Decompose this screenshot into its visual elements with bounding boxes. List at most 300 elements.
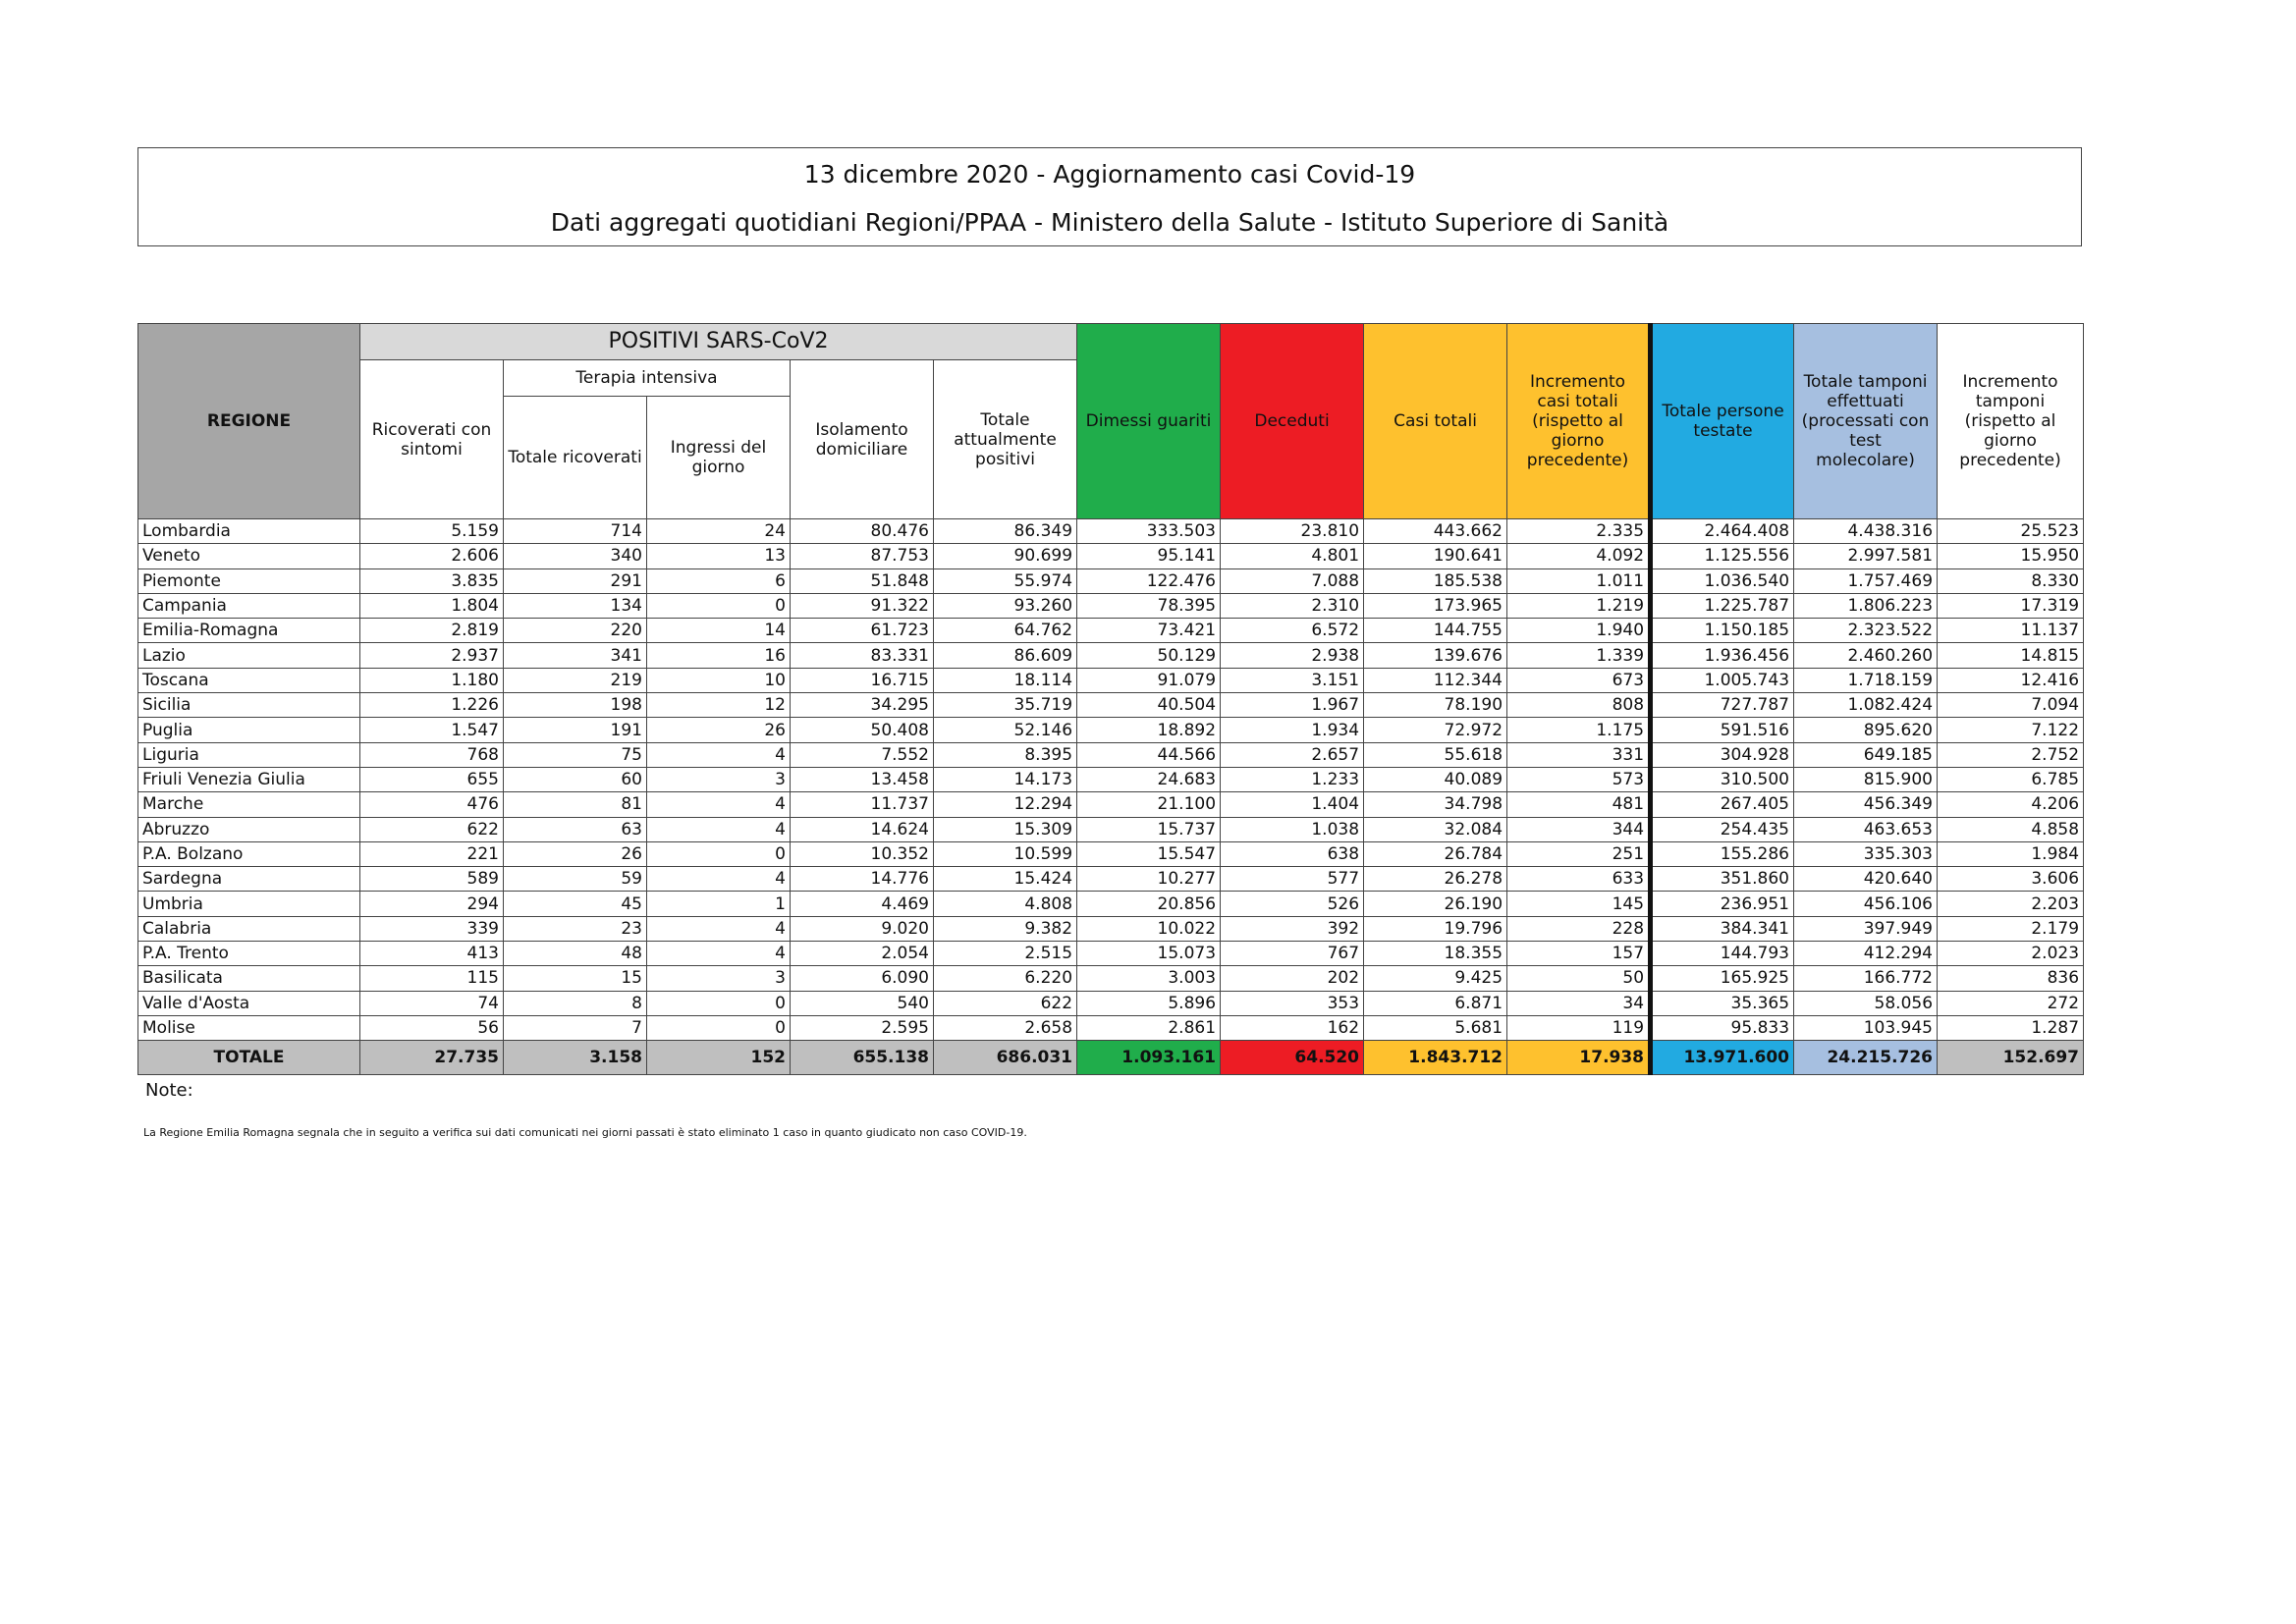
table-cell: 122.476: [1077, 568, 1221, 593]
table-row: [138, 841, 2084, 866]
table-cell: 10.599: [934, 841, 1077, 866]
table-cell: 10: [647, 668, 791, 692]
table-cell: 35.365: [1651, 991, 1794, 1015]
table-cell: 456.349: [1794, 792, 1938, 817]
total-cell: 64.520: [1221, 1041, 1364, 1075]
table-cell: 0: [647, 841, 791, 866]
region-name-cell: Piemonte: [138, 568, 360, 593]
table-cell: 2.658: [934, 1015, 1077, 1040]
table-cell: 87.753: [791, 544, 934, 568]
table-cell: 48: [504, 942, 647, 966]
table-cell: 0: [647, 1015, 791, 1040]
table-cell: 13: [647, 544, 791, 568]
page-subtitle: Dati aggregati quotidiani Regioni/PPAA - Ministero della Salute - Istituto Superiore di Sanità: [550, 208, 1669, 237]
table-cell: 655: [360, 767, 504, 791]
header-regione: REGIONE: [138, 324, 360, 519]
table-cell: 1.226: [360, 693, 504, 718]
table-cell: 20.856: [1077, 892, 1221, 916]
table-cell: 392: [1221, 916, 1364, 941]
table-cell: 335.303: [1794, 841, 1938, 866]
table-cell: 73.421: [1077, 619, 1221, 643]
table-cell: 540: [791, 991, 934, 1015]
table-cell: 60: [504, 767, 647, 791]
table-cell: 72.972: [1364, 718, 1507, 742]
table-cell: 4.808: [934, 892, 1077, 916]
table-cell: 589: [360, 867, 504, 892]
table-cell: 4.092: [1507, 544, 1651, 568]
table-row: [138, 593, 2084, 618]
table-cell: 6.090: [791, 966, 934, 991]
table-row: [138, 718, 2084, 742]
table-cell: 1.082.424: [1794, 693, 1938, 718]
table-row: [138, 767, 2084, 791]
table-cell: 397.949: [1794, 916, 1938, 941]
total-cell: 3.158: [504, 1041, 647, 1075]
covid-data-table: [137, 323, 2084, 1075]
table-cell: 17.319: [1938, 593, 2084, 618]
table-cell: 673: [1507, 668, 1651, 692]
table-cell: 14.776: [791, 867, 934, 892]
table-cell: 165.925: [1651, 966, 1794, 991]
table-cell: 59: [504, 867, 647, 892]
table-cell: 1: [647, 892, 791, 916]
table-cell: 2.606: [360, 544, 504, 568]
notes-label: Note:: [145, 1080, 193, 1101]
region-name-cell: Abruzzo: [138, 817, 360, 841]
table-cell: 481: [1507, 792, 1651, 817]
table-cell: 331: [1507, 742, 1651, 767]
table-cell: 1.806.223: [1794, 593, 1938, 618]
table-cell: 75: [504, 742, 647, 767]
table-row: [138, 643, 2084, 668]
table-cell: 353: [1221, 991, 1364, 1015]
table-cell: 1.934: [1221, 718, 1364, 742]
table-cell: 10.022: [1077, 916, 1221, 941]
region-name-cell: Emilia-Romagna: [138, 619, 360, 643]
table-cell: 267.405: [1651, 792, 1794, 817]
table-row: [138, 568, 2084, 593]
region-name-cell: Veneto: [138, 544, 360, 568]
table-cell: 5.896: [1077, 991, 1221, 1015]
table-cell: 1.038: [1221, 817, 1364, 841]
table-cell: 2.515: [934, 942, 1077, 966]
table-cell: 1.125.556: [1651, 544, 1794, 568]
table-cell: 166.772: [1794, 966, 1938, 991]
table-cell: 0: [647, 991, 791, 1015]
total-cell: 13.971.600: [1651, 1041, 1794, 1075]
table-cell: 251: [1507, 841, 1651, 866]
table-cell: 1.005.743: [1651, 668, 1794, 692]
table-row: [138, 544, 2084, 568]
table-cell: 18.892: [1077, 718, 1221, 742]
region-name-cell: Friuli Venezia Giulia: [138, 767, 360, 791]
table-cell: 14.815: [1938, 643, 2084, 668]
table-cell: 1.547: [360, 718, 504, 742]
region-name-cell: Molise: [138, 1015, 360, 1040]
table-cell: 4.206: [1938, 792, 2084, 817]
table-cell: 4: [647, 742, 791, 767]
total-cell: 1.843.712: [1364, 1041, 1507, 1075]
table-cell: 3.606: [1938, 867, 2084, 892]
table-cell: 11.137: [1938, 619, 2084, 643]
table-cell: 64.762: [934, 619, 1077, 643]
table-cell: 638: [1221, 841, 1364, 866]
table-cell: 15: [504, 966, 647, 991]
header-incremento-casi: Incremento casi totali (rispetto al giorno precedente): [1507, 324, 1651, 519]
table-cell: 185.538: [1364, 568, 1507, 593]
total-label-cell: TOTALE: [138, 1041, 360, 1075]
table-cell: 2.997.581: [1794, 544, 1938, 568]
table-cell: 11.737: [791, 792, 934, 817]
region-name-cell: Lazio: [138, 643, 360, 668]
total-cell: 152: [647, 1041, 791, 1075]
table-cell: 81: [504, 792, 647, 817]
table-cell: 78.395: [1077, 593, 1221, 618]
table-cell: 443.662: [1364, 519, 1507, 544]
table-row: [138, 942, 2084, 966]
table-cell: 34: [1507, 991, 1651, 1015]
table-cell: 767: [1221, 942, 1364, 966]
table-cell: 1.036.540: [1651, 568, 1794, 593]
table-cell: 2.460.260: [1794, 643, 1938, 668]
table-cell: 573: [1507, 767, 1651, 791]
table-cell: 1.233: [1221, 767, 1364, 791]
table-cell: 1.984: [1938, 841, 2084, 866]
table-cell: 8.330: [1938, 568, 2084, 593]
table-cell: 1.219: [1507, 593, 1651, 618]
table-cell: 9.425: [1364, 966, 1507, 991]
table-cell: 50: [1507, 966, 1651, 991]
table-cell: 2.203: [1938, 892, 2084, 916]
table-cell: 34.295: [791, 693, 934, 718]
table-cell: 15.547: [1077, 841, 1221, 866]
table-cell: 2.938: [1221, 643, 1364, 668]
table-cell: 95.833: [1651, 1015, 1794, 1040]
table-cell: 6: [647, 568, 791, 593]
table-cell: 25.523: [1938, 519, 2084, 544]
table-cell: 51.848: [791, 568, 934, 593]
table-cell: 2.819: [360, 619, 504, 643]
table-cell: 32.084: [1364, 817, 1507, 841]
header-totale-ricoverati: Totale ricoverati: [504, 397, 647, 519]
table-cell: 4.801: [1221, 544, 1364, 568]
table-cell: 219: [504, 668, 647, 692]
table-cell: 236.951: [1651, 892, 1794, 916]
table-cell: 198: [504, 693, 647, 718]
table-cell: 3: [647, 767, 791, 791]
table-cell: 6.572: [1221, 619, 1364, 643]
table-cell: 9.020: [791, 916, 934, 941]
table-cell: 2.595: [791, 1015, 934, 1040]
table-row: [138, 817, 2084, 841]
table-cell: 173.965: [1364, 593, 1507, 618]
table-cell: 341: [504, 643, 647, 668]
table-cell: 26.190: [1364, 892, 1507, 916]
table-cell: 52.146: [934, 718, 1077, 742]
header-casi-totali: Casi totali: [1364, 324, 1507, 519]
table-cell: 2.464.408: [1651, 519, 1794, 544]
table-cell: 157: [1507, 942, 1651, 966]
table-cell: 61.723: [791, 619, 934, 643]
table-cell: 93.260: [934, 593, 1077, 618]
table-cell: 145: [1507, 892, 1651, 916]
table-cell: 86.609: [934, 643, 1077, 668]
table-cell: 1.404: [1221, 792, 1364, 817]
table-cell: 1.287: [1938, 1015, 2084, 1040]
region-name-cell: Calabria: [138, 916, 360, 941]
region-name-cell: Liguria: [138, 742, 360, 767]
table-cell: 808: [1507, 693, 1651, 718]
table-cell: 633: [1507, 867, 1651, 892]
table-cell: 228: [1507, 916, 1651, 941]
table-cell: 144.755: [1364, 619, 1507, 643]
region-name-cell: Valle d'Aosta: [138, 991, 360, 1015]
table-cell: 34.798: [1364, 792, 1507, 817]
table-cell: 78.190: [1364, 693, 1507, 718]
table-cell: 220: [504, 619, 647, 643]
table-cell: 13.458: [791, 767, 934, 791]
table-cell: 4: [647, 942, 791, 966]
table-cell: 5.159: [360, 519, 504, 544]
table-cell: 622: [934, 991, 1077, 1015]
table-cell: 19.796: [1364, 916, 1507, 941]
header-totale-positivi: Totale attualmente positivi: [934, 360, 1077, 519]
region-name-cell: Marche: [138, 792, 360, 817]
table-cell: 112.344: [1364, 668, 1507, 692]
table-cell: 304.928: [1651, 742, 1794, 767]
table-cell: 90.699: [934, 544, 1077, 568]
notes-text: La Regione Emilia Romagna segnala che in seguito a verifica sui dati comunicati nei giorni passati è stato eliminato 1 caso in quanto giudicato non caso COVID-19.: [143, 1126, 1027, 1139]
table-cell: 294: [360, 892, 504, 916]
table-cell: 162: [1221, 1015, 1364, 1040]
table-cell: 2.861: [1077, 1015, 1221, 1040]
header-positivi-group: POSITIVI SARS-CoV2: [360, 324, 1077, 360]
table-cell: 768: [360, 742, 504, 767]
region-name-cell: Sicilia: [138, 693, 360, 718]
table-row: [138, 693, 2084, 718]
table-cell: 35.719: [934, 693, 1077, 718]
table-cell: 4: [647, 867, 791, 892]
table-cell: 456.106: [1794, 892, 1938, 916]
table-cell: 649.185: [1794, 742, 1938, 767]
title-box: [137, 147, 2082, 246]
table-cell: 26.278: [1364, 867, 1507, 892]
header-ingressi: Ingressi del giorno: [647, 397, 791, 519]
table-cell: 727.787: [1651, 693, 1794, 718]
header-persone-testate: Totale persone testate: [1651, 324, 1794, 519]
table-cell: 80.476: [791, 519, 934, 544]
table-cell: 413: [360, 942, 504, 966]
table-cell: 895.620: [1794, 718, 1938, 742]
table-cell: 190.641: [1364, 544, 1507, 568]
table-cell: 15.950: [1938, 544, 2084, 568]
table-cell: 155.286: [1651, 841, 1794, 866]
table-row: [138, 619, 2084, 643]
table-cell: 7: [504, 1015, 647, 1040]
table-cell: 2.023: [1938, 942, 2084, 966]
table-cell: 14.173: [934, 767, 1077, 791]
total-row: [138, 1041, 2084, 1075]
header-isolamento: Isolamento domiciliare: [791, 360, 934, 519]
table-cell: 1.339: [1507, 643, 1651, 668]
table-cell: 10.277: [1077, 867, 1221, 892]
table-cell: 1.175: [1507, 718, 1651, 742]
table-cell: 63: [504, 817, 647, 841]
table-cell: 420.640: [1794, 867, 1938, 892]
table-cell: 26: [647, 718, 791, 742]
table-cell: 4: [647, 817, 791, 841]
table-cell: 55.974: [934, 568, 1077, 593]
table-row: [138, 742, 2084, 767]
table-cell: 1.011: [1507, 568, 1651, 593]
table-cell: 44.566: [1077, 742, 1221, 767]
total-cell: 686.031: [934, 1041, 1077, 1075]
table-cell: 15.073: [1077, 942, 1221, 966]
table-cell: 4.469: [791, 892, 934, 916]
table-cell: 15.424: [934, 867, 1077, 892]
table-cell: 2.310: [1221, 593, 1364, 618]
table-cell: 272: [1938, 991, 2084, 1015]
table-cell: 1.757.469: [1794, 568, 1938, 593]
table-cell: 339: [360, 916, 504, 941]
table-row: [138, 792, 2084, 817]
table-cell: 50.408: [791, 718, 934, 742]
table-cell: 3.003: [1077, 966, 1221, 991]
table-cell: 24.683: [1077, 767, 1221, 791]
table-cell: 333.503: [1077, 519, 1221, 544]
table-row: [138, 892, 2084, 916]
region-name-cell: Toscana: [138, 668, 360, 692]
table-cell: 384.341: [1651, 916, 1794, 941]
table-cell: 18.355: [1364, 942, 1507, 966]
table-cell: 3.835: [360, 568, 504, 593]
table-cell: 2.323.522: [1794, 619, 1938, 643]
table-cell: 221: [360, 841, 504, 866]
table-cell: 12.416: [1938, 668, 2084, 692]
table-cell: 2.752: [1938, 742, 2084, 767]
table-cell: 6.871: [1364, 991, 1507, 1015]
table-cell: 58.056: [1794, 991, 1938, 1015]
table-row: [138, 668, 2084, 692]
total-cell: 1.093.161: [1077, 1041, 1221, 1075]
table-body: [138, 519, 2084, 1075]
table-cell: 836: [1938, 966, 2084, 991]
table-cell: 2.179: [1938, 916, 2084, 941]
region-name-cell: P.A. Trento: [138, 942, 360, 966]
table-cell: 2.335: [1507, 519, 1651, 544]
table-cell: 40.504: [1077, 693, 1221, 718]
table-cell: 3: [647, 966, 791, 991]
table-cell: 24: [647, 519, 791, 544]
table-cell: 202: [1221, 966, 1364, 991]
table-cell: 8: [504, 991, 647, 1015]
table-cell: 1.967: [1221, 693, 1364, 718]
table-cell: 12: [647, 693, 791, 718]
table-row: [138, 519, 2084, 544]
table-cell: 1.804: [360, 593, 504, 618]
header-dimessi: Dimessi guariti: [1077, 324, 1221, 519]
table-cell: 291: [504, 568, 647, 593]
table-cell: 7.122: [1938, 718, 2084, 742]
page-title: 13 dicembre 2020 - Aggiornamento casi Covid-19: [803, 160, 1416, 189]
table-cell: 7.552: [791, 742, 934, 767]
table-cell: 9.382: [934, 916, 1077, 941]
region-name-cell: Umbria: [138, 892, 360, 916]
table-cell: 4: [647, 792, 791, 817]
region-name-cell: Sardegna: [138, 867, 360, 892]
header-ricoverati: Ricoverati con sintomi: [360, 360, 504, 519]
header-tamponi: Totale tamponi effettuati (processati con test molecolare): [1794, 324, 1938, 519]
table-cell: 91.079: [1077, 668, 1221, 692]
table-cell: 1.936.456: [1651, 643, 1794, 668]
table-cell: 191: [504, 718, 647, 742]
table-cell: 7.088: [1221, 568, 1364, 593]
table-cell: 16.715: [791, 668, 934, 692]
table-cell: 14: [647, 619, 791, 643]
table-row: [138, 966, 2084, 991]
table-cell: 139.676: [1364, 643, 1507, 668]
table-cell: 21.100: [1077, 792, 1221, 817]
table-cell: 6.220: [934, 966, 1077, 991]
table-cell: 254.435: [1651, 817, 1794, 841]
table-cell: 0: [647, 593, 791, 618]
table-cell: 56: [360, 1015, 504, 1040]
table-cell: 1.150.185: [1651, 619, 1794, 643]
table-cell: 412.294: [1794, 942, 1938, 966]
table-cell: 55.618: [1364, 742, 1507, 767]
table-cell: 1.225.787: [1651, 593, 1794, 618]
region-name-cell: Puglia: [138, 718, 360, 742]
table-cell: 23.810: [1221, 519, 1364, 544]
header-incremento-tamponi: Incremento tamponi (rispetto al giorno precedente): [1938, 324, 2084, 519]
table-cell: 577: [1221, 867, 1364, 892]
table-cell: 4.858: [1938, 817, 2084, 841]
table-cell: 119: [1507, 1015, 1651, 1040]
table-cell: 344: [1507, 817, 1651, 841]
total-cell: 17.938: [1507, 1041, 1651, 1075]
table-cell: 5.681: [1364, 1015, 1507, 1040]
table-row: [138, 1015, 2084, 1040]
total-cell: 152.697: [1938, 1041, 2084, 1075]
table-cell: 26.784: [1364, 841, 1507, 866]
table-cell: 16: [647, 643, 791, 668]
table-cell: 1.940: [1507, 619, 1651, 643]
table-cell: 23: [504, 916, 647, 941]
table-row: [138, 867, 2084, 892]
table-cell: 4: [647, 916, 791, 941]
table-cell: 26: [504, 841, 647, 866]
table-cell: 10.352: [791, 841, 934, 866]
table-cell: 103.945: [1794, 1015, 1938, 1040]
table-cell: 340: [504, 544, 647, 568]
region-name-cell: Basilicata: [138, 966, 360, 991]
table-cell: 351.860: [1651, 867, 1794, 892]
table-cell: 310.500: [1651, 767, 1794, 791]
table-cell: 12.294: [934, 792, 1077, 817]
table-cell: 45: [504, 892, 647, 916]
region-name-cell: P.A. Bolzano: [138, 841, 360, 866]
table-cell: 7.094: [1938, 693, 2084, 718]
table-cell: 14.624: [791, 817, 934, 841]
table-cell: 40.089: [1364, 767, 1507, 791]
table-cell: 815.900: [1794, 767, 1938, 791]
table-cell: 18.114: [934, 668, 1077, 692]
table-cell: 86.349: [934, 519, 1077, 544]
table-row: [138, 916, 2084, 941]
table-cell: 1.718.159: [1794, 668, 1938, 692]
table-cell: 476: [360, 792, 504, 817]
table-cell: 115: [360, 966, 504, 991]
